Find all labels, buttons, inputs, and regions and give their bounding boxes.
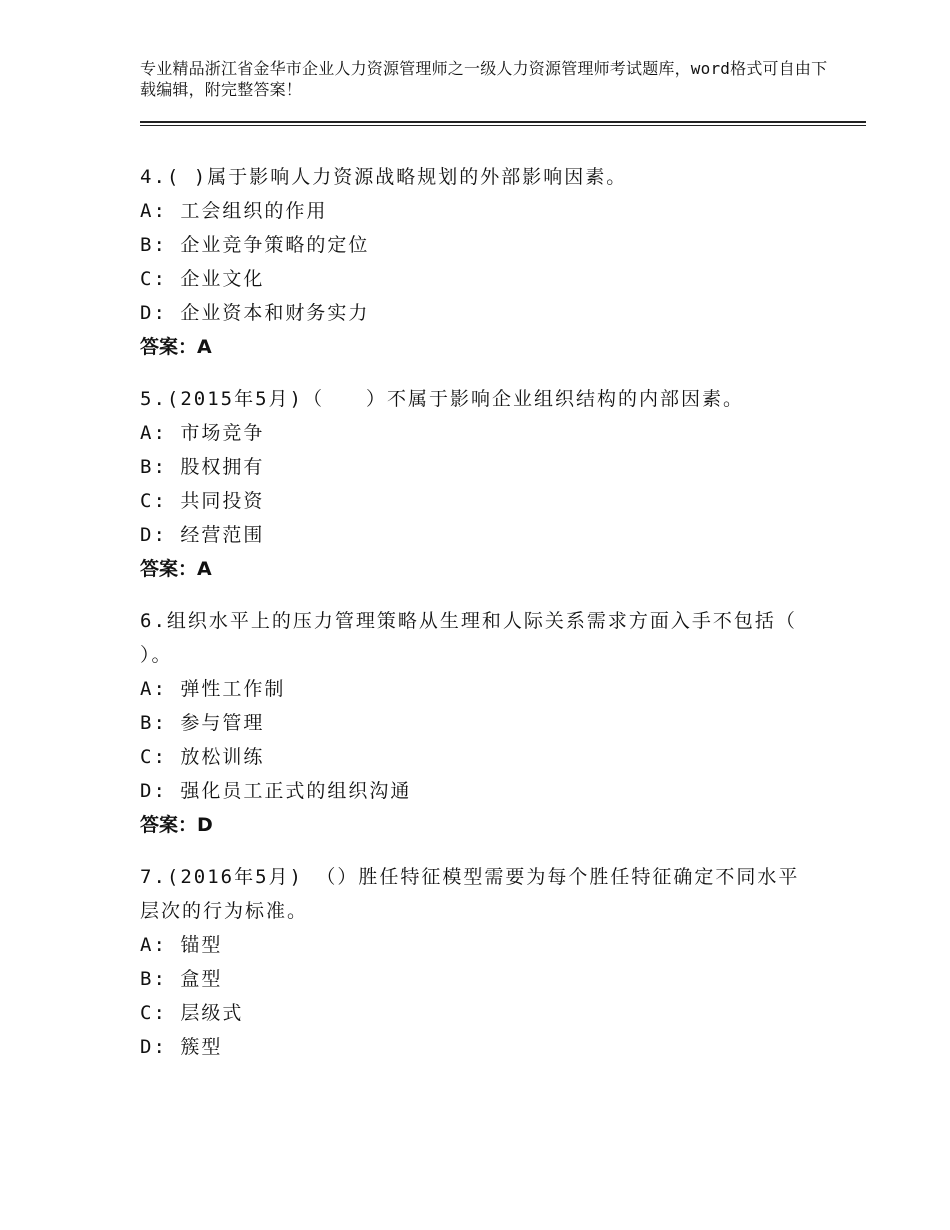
option-a: A: 弹性工作制 xyxy=(140,678,286,700)
option-c: C: 放松训练 xyxy=(140,746,265,768)
question-list xyxy=(140,160,820,1082)
answer: 答案：A xyxy=(140,558,212,580)
option-d: D: 经营范围 xyxy=(140,524,265,546)
option-c: C: 企业文化 xyxy=(140,268,265,290)
option-a: A: 市场竞争 xyxy=(140,422,265,444)
question-stem: 6.组织水平上的压力管理策略从生理和人际关系需求方面入手不包括（ ）。 xyxy=(140,610,811,666)
option-d: D: 强化员工正式的组织沟通 xyxy=(140,780,412,802)
option-b: B: 企业竞争策略的定位 xyxy=(140,234,370,256)
question-6 xyxy=(140,604,820,842)
option-d: D: 企业资本和财务实力 xyxy=(140,302,370,324)
question-stem: 4.( )属于影响人力资源战略规划的外部影响因素。 xyxy=(140,166,628,188)
option-c: C: 共同投资 xyxy=(140,490,265,512)
header-divider-thick xyxy=(140,121,866,123)
answer: 答案：A xyxy=(140,336,212,358)
question-5 xyxy=(140,382,820,586)
option-b: B: 盒型 xyxy=(140,968,223,990)
question-stem: 7.(2016年5月) （）胜任特征模型需要为每个胜任特征确定不同水平层次的行为标准。 xyxy=(140,866,800,922)
option-a: A: 工会组织的作用 xyxy=(140,200,328,222)
option-a: A: 锚型 xyxy=(140,934,223,956)
header-divider-thin xyxy=(140,125,866,126)
question-7 xyxy=(140,860,820,1064)
answer: 答案：D xyxy=(140,814,213,836)
option-d: D: 簇型 xyxy=(140,1036,223,1058)
option-b: B: 股权拥有 xyxy=(140,456,265,478)
question-stem: 5.(2015年5月)（ ）不属于影响企业组织结构的内部因素。 xyxy=(140,388,744,410)
document-header: 专业精品浙江省金华市企业人力资源管理师之一级人力资源管理师考试题库，word格式可自由下载编辑，附完整答案！ xyxy=(140,59,828,99)
option-c: C: 层级式 xyxy=(140,1002,244,1024)
question-4 xyxy=(140,160,820,364)
option-b: B: 参与管理 xyxy=(140,712,265,734)
